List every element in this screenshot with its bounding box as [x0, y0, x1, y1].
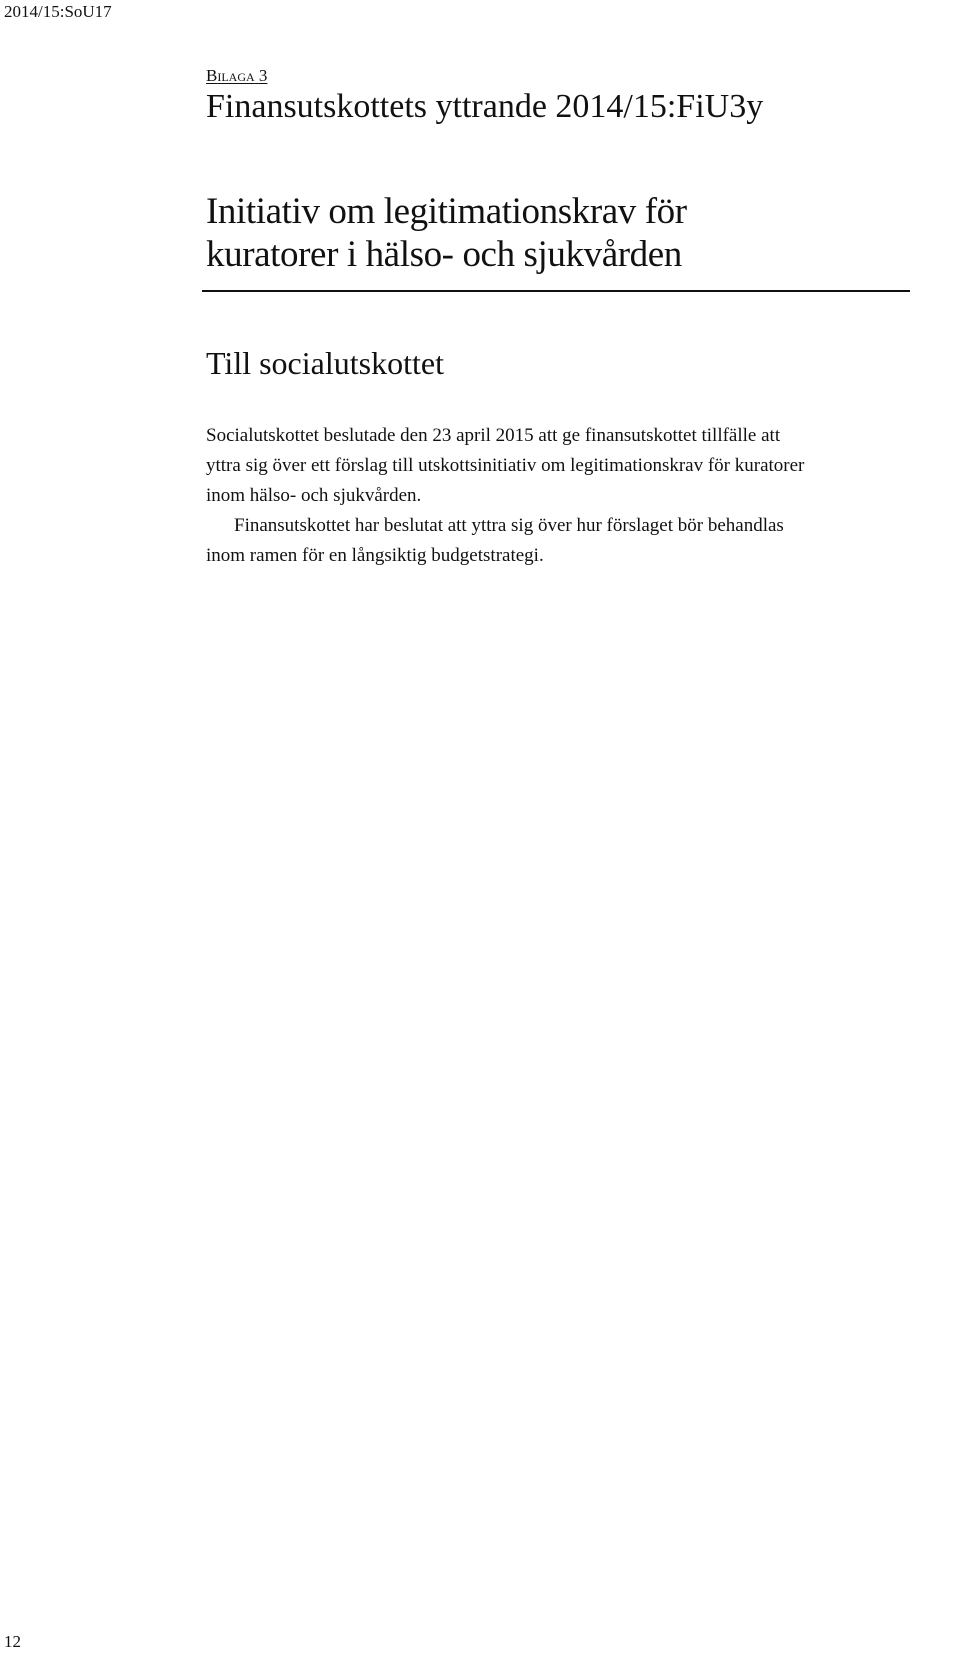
- document-reference: 2014/15:SoU17: [4, 2, 112, 21]
- document-title: [206, 190, 687, 276]
- appendix-label-prefix: B: [206, 66, 218, 85]
- appendix-label: [206, 66, 267, 86]
- paragraph-2-line-2: inom ramen för en långsiktig budgetstrategi.: [206, 545, 544, 566]
- paragraph-1-line-2: yttra sig över ett förslag till utskottsinitiativ om legitimationskrav för kuratorer: [206, 455, 805, 476]
- body-text: [206, 421, 926, 571]
- appendix-label-number: 3: [258, 66, 268, 85]
- document-title-line-1: Initiativ om legitimationskrav för: [206, 191, 687, 232]
- paragraph-1-line-3: inom hälso- och sjukvården.: [206, 485, 422, 506]
- page-number: 12: [4, 1632, 21, 1651]
- document-title-line-2: kuratorer i hälso- och sjukvården: [206, 234, 682, 275]
- paragraph-1-line-1: Socialutskottet beslutade den 23 april 2015 att ge finansutskottet tillfälle att: [206, 425, 781, 446]
- title-divider: [202, 290, 910, 292]
- paragraph-2-line-1: Finansutskottet har beslutat att yttra sig över hur förslaget bör behandlas: [234, 515, 784, 536]
- appendix-label-word: ilaga: [217, 66, 255, 85]
- appendix-heading: Finansutskottets yttrande 2014/15:FiU3y: [206, 88, 764, 125]
- recipient-heading: Till socialutskottet: [206, 345, 444, 381]
